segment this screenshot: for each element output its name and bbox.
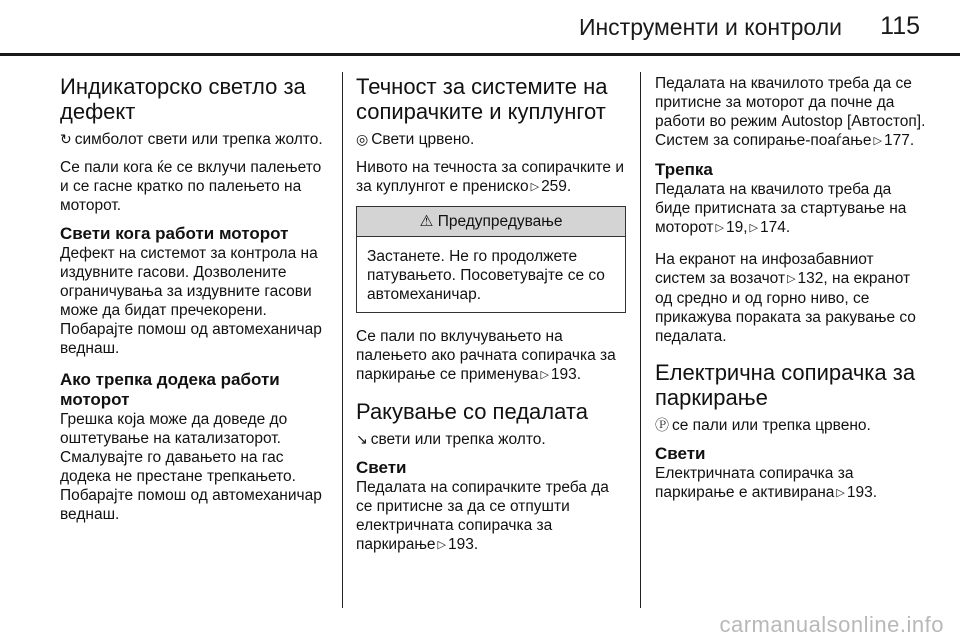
header-rule [0, 53, 960, 56]
warning-text: Застанете. Не го продолжете патувањето. Посоветувајте се со автомеханичар. [367, 248, 605, 303]
section-title-brake-fluid: Течност за системите на сопирачките и куплунгот [356, 74, 608, 124]
paragraph: Грешка која може да доведе до оштетување на катализаторот. Смалувајте го давањето на гас додека не престане трепкањето. Побарајте помош од автомеханичар веднаш. [60, 411, 322, 523]
brake-fluid-icon: ◎ [356, 131, 369, 147]
paragraph: Нивото на течноста за сопирачките и за куплунгот е прениско ▷ 259. [356, 159, 624, 195]
subsection-heading: Свети [655, 444, 706, 463]
page-reference-icon: ▷ [530, 181, 540, 193]
paragraph: Педалата на сопирачките треба да се притисне за да се отпушти електричната сопирачка за паркирање ▷ 193. [356, 479, 609, 553]
paragraph: Педалата на квачилото треба да се притисне за моторот да почне да работи во режим Autostop [Автостоп]. Систем за сопирање-поаѓање ▷ 177. [655, 75, 926, 149]
paragraph: ↘ свети или трепка жолто. [356, 431, 546, 448]
watermark: carmanualsonline.info [719, 612, 944, 637]
paragraph: Електричната сопирачка за паркирање е активирана ▷ 193. [655, 465, 878, 501]
warning-triangle-icon: ⚠ [419, 213, 434, 230]
column-1 [60, 74, 330, 536]
foot-pedal-icon: ↘ [356, 431, 368, 447]
paragraph: ◎ Свети црвено. [356, 131, 475, 148]
paragraph: ↻ симболот свети или трепка жолто. [60, 131, 323, 148]
paragraph: Дефект на системот за контрола на издувните гасови. Дозволените ограничувања за издувните гасови може да бидат пречекорени. Побарајте помош од автомеханичар веднаш. [60, 245, 322, 357]
section-title-malfunction: Индикаторско светло за дефект [60, 74, 306, 124]
parking-brake-icon: Ⓟ [655, 417, 669, 433]
paragraph: Се пали кога ќе се вклучи палењето и се гасне кратко по палењето на моторот. [60, 159, 322, 214]
warning-header: ⚠ Предупредување [357, 207, 625, 237]
section-title-electric-parking-brake: Електрична сопирачка за паркирање [655, 360, 916, 410]
header-title: Инструменти и контроли [578, 14, 842, 40]
warning-box [356, 206, 626, 313]
paragraph: Се пали по вклучувањето на палењето ако рачната сопирачка за паркирање се применува ▷ 193. [356, 328, 616, 383]
column-2 [356, 74, 626, 567]
subsection-heading: Ако трепка додека работи моторот [60, 370, 280, 409]
page-reference-icon: ▷ [836, 487, 845, 499]
paragraph: Педалата на квачилото треба да биде притисната за стартување на моторот ▷ 19, ▷ 174. [655, 181, 907, 236]
page-reference-icon: ▷ [540, 369, 549, 381]
subsection [60, 370, 330, 524]
page-reference-icon: ▷ [787, 273, 796, 285]
page-reference-icon: ▷ [715, 222, 724, 234]
section-title-pedal: Ракување со педалата [356, 399, 588, 424]
page-reference-icon: ▷ [437, 539, 446, 551]
subsection-heading: Свети [356, 458, 407, 477]
paragraph: Ⓟ се пали или трепка црвено. [655, 417, 871, 434]
page-reference-icon: ▷ [749, 222, 758, 234]
subsection [655, 444, 927, 503]
page-number: 115 [880, 12, 920, 40]
subsection [356, 458, 626, 555]
engine-check-icon: ↻ [60, 131, 72, 147]
column-divider [640, 72, 641, 608]
page-reference-icon: ▷ [873, 135, 882, 147]
subsection-heading: Трепка [655, 160, 713, 179]
subsection [655, 160, 927, 238]
column-divider [342, 72, 343, 608]
subsection [60, 224, 330, 358]
subsection-heading: Свети кога работи моторот [60, 224, 289, 243]
paragraph: На екранот на инфозабавниот систем за возачот ▷ 132, на екранот од средно и од горно ниво, се прикажува пораката за ракување со педалата. [655, 251, 916, 345]
column-3 [655, 74, 927, 515]
